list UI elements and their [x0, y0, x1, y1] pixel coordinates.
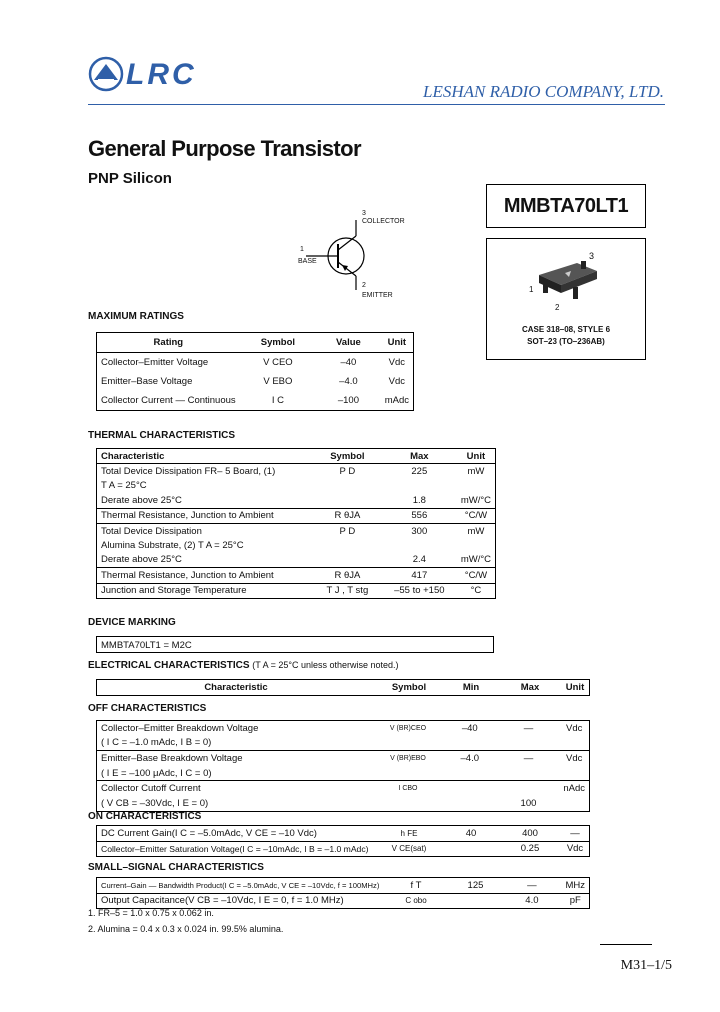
table-cell: –4.0: [339, 376, 358, 387]
package-pin2: 2: [555, 303, 560, 312]
table-cell: mAdc: [384, 395, 409, 406]
table-cell: MHz: [565, 879, 585, 891]
table-cell: °C/W: [464, 510, 488, 522]
device-marking-value: MMBTA70LT1 = M2C: [96, 636, 494, 653]
table-cell: P D: [339, 466, 356, 478]
logo-text: LRC: [126, 58, 197, 91]
column-header: Value: [316, 333, 381, 353]
table-row: [97, 464, 496, 479]
collector-pin: 3: [362, 210, 366, 217]
company-logo: [88, 54, 218, 94]
emitter-pin: 2: [362, 282, 366, 289]
table-row: [97, 353, 414, 373]
max-ratings-heading: MAXIMUM RATINGS: [88, 311, 184, 322]
table-cell: I CBO: [398, 785, 418, 793]
column-header: Characteristic: [97, 449, 313, 464]
table-cell: Total Device Dissipation: [101, 525, 202, 537]
emitter-label: EMITTER: [362, 292, 393, 299]
table-cell: 4.0: [525, 895, 539, 907]
lrc-logo-icon: [88, 56, 124, 92]
column-header: Symbol: [240, 333, 316, 353]
table-row: [97, 479, 496, 493]
table-cell: V EBO: [263, 376, 293, 387]
table-cell: Thermal Resistance, Junction to Ambient: [101, 569, 274, 581]
table-cell: Thermal Resistance, Junction to Ambient: [101, 510, 274, 522]
table-cell: pF: [569, 895, 581, 907]
base-label: BASE: [298, 258, 317, 265]
table-cell: mW/°C: [460, 554, 491, 566]
thermal-table: [96, 448, 496, 599]
table-row: [97, 781, 590, 796]
electrical-heading-text: ELECTRICAL CHARACTERISTICS: [88, 660, 250, 671]
table-cell: Vdc: [566, 843, 584, 855]
table-row: [97, 736, 590, 751]
table-cell: —: [523, 752, 534, 764]
table-cell: 2.4: [412, 554, 426, 566]
table-cell: –100: [337, 395, 359, 406]
off-characteristics-table: [96, 720, 590, 812]
on-characteristics-heading: ON CHARACTERISTICS: [88, 811, 202, 822]
table-cell: Derate above 25°C: [101, 494, 182, 506]
electrical-columns-table: [96, 679, 590, 696]
electrical-heading: [88, 660, 399, 671]
table-cell: Total Device Dissipation FR– 5 Board, (1): [101, 466, 276, 478]
table-row: [97, 568, 496, 583]
table-cell: Derate above 25°C: [101, 554, 182, 566]
max-ratings-table: [96, 332, 414, 411]
table-cell: 125: [467, 879, 484, 891]
table-cell: V (BR)EBO: [390, 754, 426, 762]
table-cell: Alumina Substrate, (2) T A = 25°C: [101, 540, 244, 552]
table-cell: R θJA: [334, 569, 361, 581]
package-type: SOT–23 (TO–236AB): [527, 337, 605, 346]
table-row: [97, 583, 496, 598]
table-row: [97, 796, 590, 811]
column-header: Unit: [565, 681, 585, 693]
table-cell: I C: [271, 395, 284, 406]
footnote-1: 1. FR–5 = 1.0 x 0.75 x 0.062 in.: [88, 908, 214, 918]
on-characteristics-table: [96, 825, 590, 857]
table-cell: T A = 25°C: [101, 480, 147, 492]
table-cell: —: [523, 722, 534, 734]
package-pin1: 1: [529, 285, 534, 294]
header-divider: [88, 104, 665, 105]
table-cell: –40: [340, 357, 357, 368]
column-header: Unit: [457, 449, 496, 464]
table-cell: V CEO: [263, 357, 293, 368]
table-cell: Vdc: [565, 752, 583, 764]
table-row: [97, 878, 590, 894]
table-cell: ( V CB = –30Vdc, I E = 0): [101, 797, 209, 809]
page-subtitle: PNP Silicon: [88, 170, 172, 187]
table-cell: ( I E = –100 μAdc, I C = 0): [101, 767, 212, 779]
table-cell: –4.0: [460, 752, 479, 764]
table-cell: f T: [410, 879, 422, 891]
electrical-heading-note: (T A = 25°C unless otherwise noted.): [252, 660, 399, 670]
table-cell: Collector Current — Continuous: [101, 395, 236, 406]
table-cell: mW/°C: [460, 494, 491, 506]
company-name: LESHAN RADIO COMPANY, LTD.: [422, 82, 664, 101]
table-cell: 100: [520, 797, 537, 809]
transistor-schematic: [296, 210, 406, 302]
table-cell: R θJA: [334, 510, 361, 522]
table-cell: —: [570, 827, 580, 839]
table-row: [97, 826, 590, 842]
small-signal-heading: SMALL–SIGNAL CHARACTERISTICS: [88, 862, 264, 873]
table-cell: 417: [411, 569, 428, 581]
table-cell: –40: [461, 722, 478, 734]
table-cell: DC Current Gain(I C = –5.0mAdc, V CE = –10 Vdc): [101, 827, 317, 839]
package-case: CASE 318–08, STYLE 6: [521, 325, 611, 334]
table-cell: nAdc: [563, 783, 585, 795]
table-row: [97, 751, 590, 766]
table-row: [97, 721, 590, 736]
package-box: [486, 238, 646, 360]
table-row: [97, 553, 496, 568]
column-header: Characteristic: [204, 681, 268, 693]
footer-divider: [600, 944, 652, 945]
table-row: [97, 391, 414, 411]
table-cell: Vdc: [388, 376, 406, 387]
table-cell: 1.8: [412, 494, 426, 506]
table-header-row: [97, 449, 496, 464]
table-row: [97, 893, 590, 909]
table-cell: C obo: [405, 896, 427, 906]
table-cell: Collector Cutoff Current: [101, 783, 201, 795]
table-row: [97, 841, 590, 857]
footnote-2: 2. Alumina = 0.4 x 0.3 x 0.024 in. 99.5% alumina.: [88, 924, 284, 934]
thermal-heading: THERMAL CHARACTERISTICS: [88, 430, 236, 441]
table-cell: 40: [465, 827, 477, 839]
part-number-box: MMBTA70LT1: [486, 184, 646, 228]
table-cell: ( I C = –1.0 mAdc, I B = 0): [101, 737, 212, 749]
table-cell: h FE: [400, 828, 418, 838]
package-pin3: 3: [589, 251, 595, 261]
table-row: [97, 523, 496, 538]
table-cell: —: [527, 879, 537, 891]
table-cell: 0.25: [520, 843, 540, 855]
table-row: [97, 508, 496, 523]
page-title: General Purpose Transistor: [88, 136, 361, 161]
column-header: Symbol: [313, 449, 382, 464]
table-cell: Collector–Emitter Saturation Voltage(I C = –10mAdc, I B = –1.0 mAdc): [101, 843, 369, 854]
column-header: Max: [520, 681, 540, 693]
column-header: Unit: [381, 333, 414, 353]
off-characteristics-heading: OFF CHARACTERISTICS: [88, 703, 207, 714]
table-cell: P D: [339, 525, 356, 537]
column-header: Max: [382, 449, 457, 464]
table-cell: V (BR)CEO: [389, 724, 427, 732]
base-pin: 1: [300, 246, 304, 253]
column-header: Symbol: [391, 681, 427, 693]
column-header: Min: [462, 681, 480, 693]
table-cell: mW: [467, 466, 485, 478]
table-cell: 300: [411, 525, 428, 537]
table-cell: –55 to +150: [394, 585, 445, 597]
table-cell: Current–Gain — Bandwidth Product(I C = –5.0mAdc, V CE = –10Vdc, f = 100MHz): [101, 880, 380, 890]
table-row: [97, 372, 414, 391]
sot23-package-icon: [517, 245, 617, 315]
table-cell: Vdc: [388, 357, 406, 368]
table-cell: Vdc: [565, 722, 583, 734]
table-cell: T J , T stg: [326, 585, 369, 597]
device-marking-heading: DEVICE MARKING: [88, 617, 176, 628]
table-cell: 556: [411, 510, 428, 522]
table-cell: Junction and Storage Temperature: [101, 585, 247, 597]
table-row: [97, 766, 590, 781]
table-cell: Collector–Emitter Voltage: [101, 357, 209, 368]
table-cell: Collector–Emitter Breakdown Voltage: [101, 722, 259, 734]
table-header-row: [97, 680, 590, 696]
column-header: Rating: [97, 333, 240, 353]
table-row: [97, 493, 496, 508]
table-cell: Output Capacitance(V CB = –10Vdc, I E = 0, f = 1.0 MHz): [101, 895, 344, 907]
table-cell: °C/W: [464, 569, 488, 581]
table-cell: 400: [522, 827, 538, 839]
table-row: [97, 538, 496, 552]
table-cell: Emitter–Base Voltage: [101, 376, 193, 387]
table-cell: 225: [411, 466, 428, 478]
small-signal-table: [96, 877, 590, 909]
table-header-row: [97, 333, 414, 353]
page-number: M31–1/5: [620, 958, 672, 973]
table-cell: Emitter–Base Breakdown Voltage: [101, 752, 243, 764]
table-cell: mW: [467, 525, 485, 537]
collector-label: COLLECTOR: [362, 218, 405, 225]
table-cell: V CE(sat): [391, 844, 427, 854]
table-cell: °C: [470, 585, 482, 597]
